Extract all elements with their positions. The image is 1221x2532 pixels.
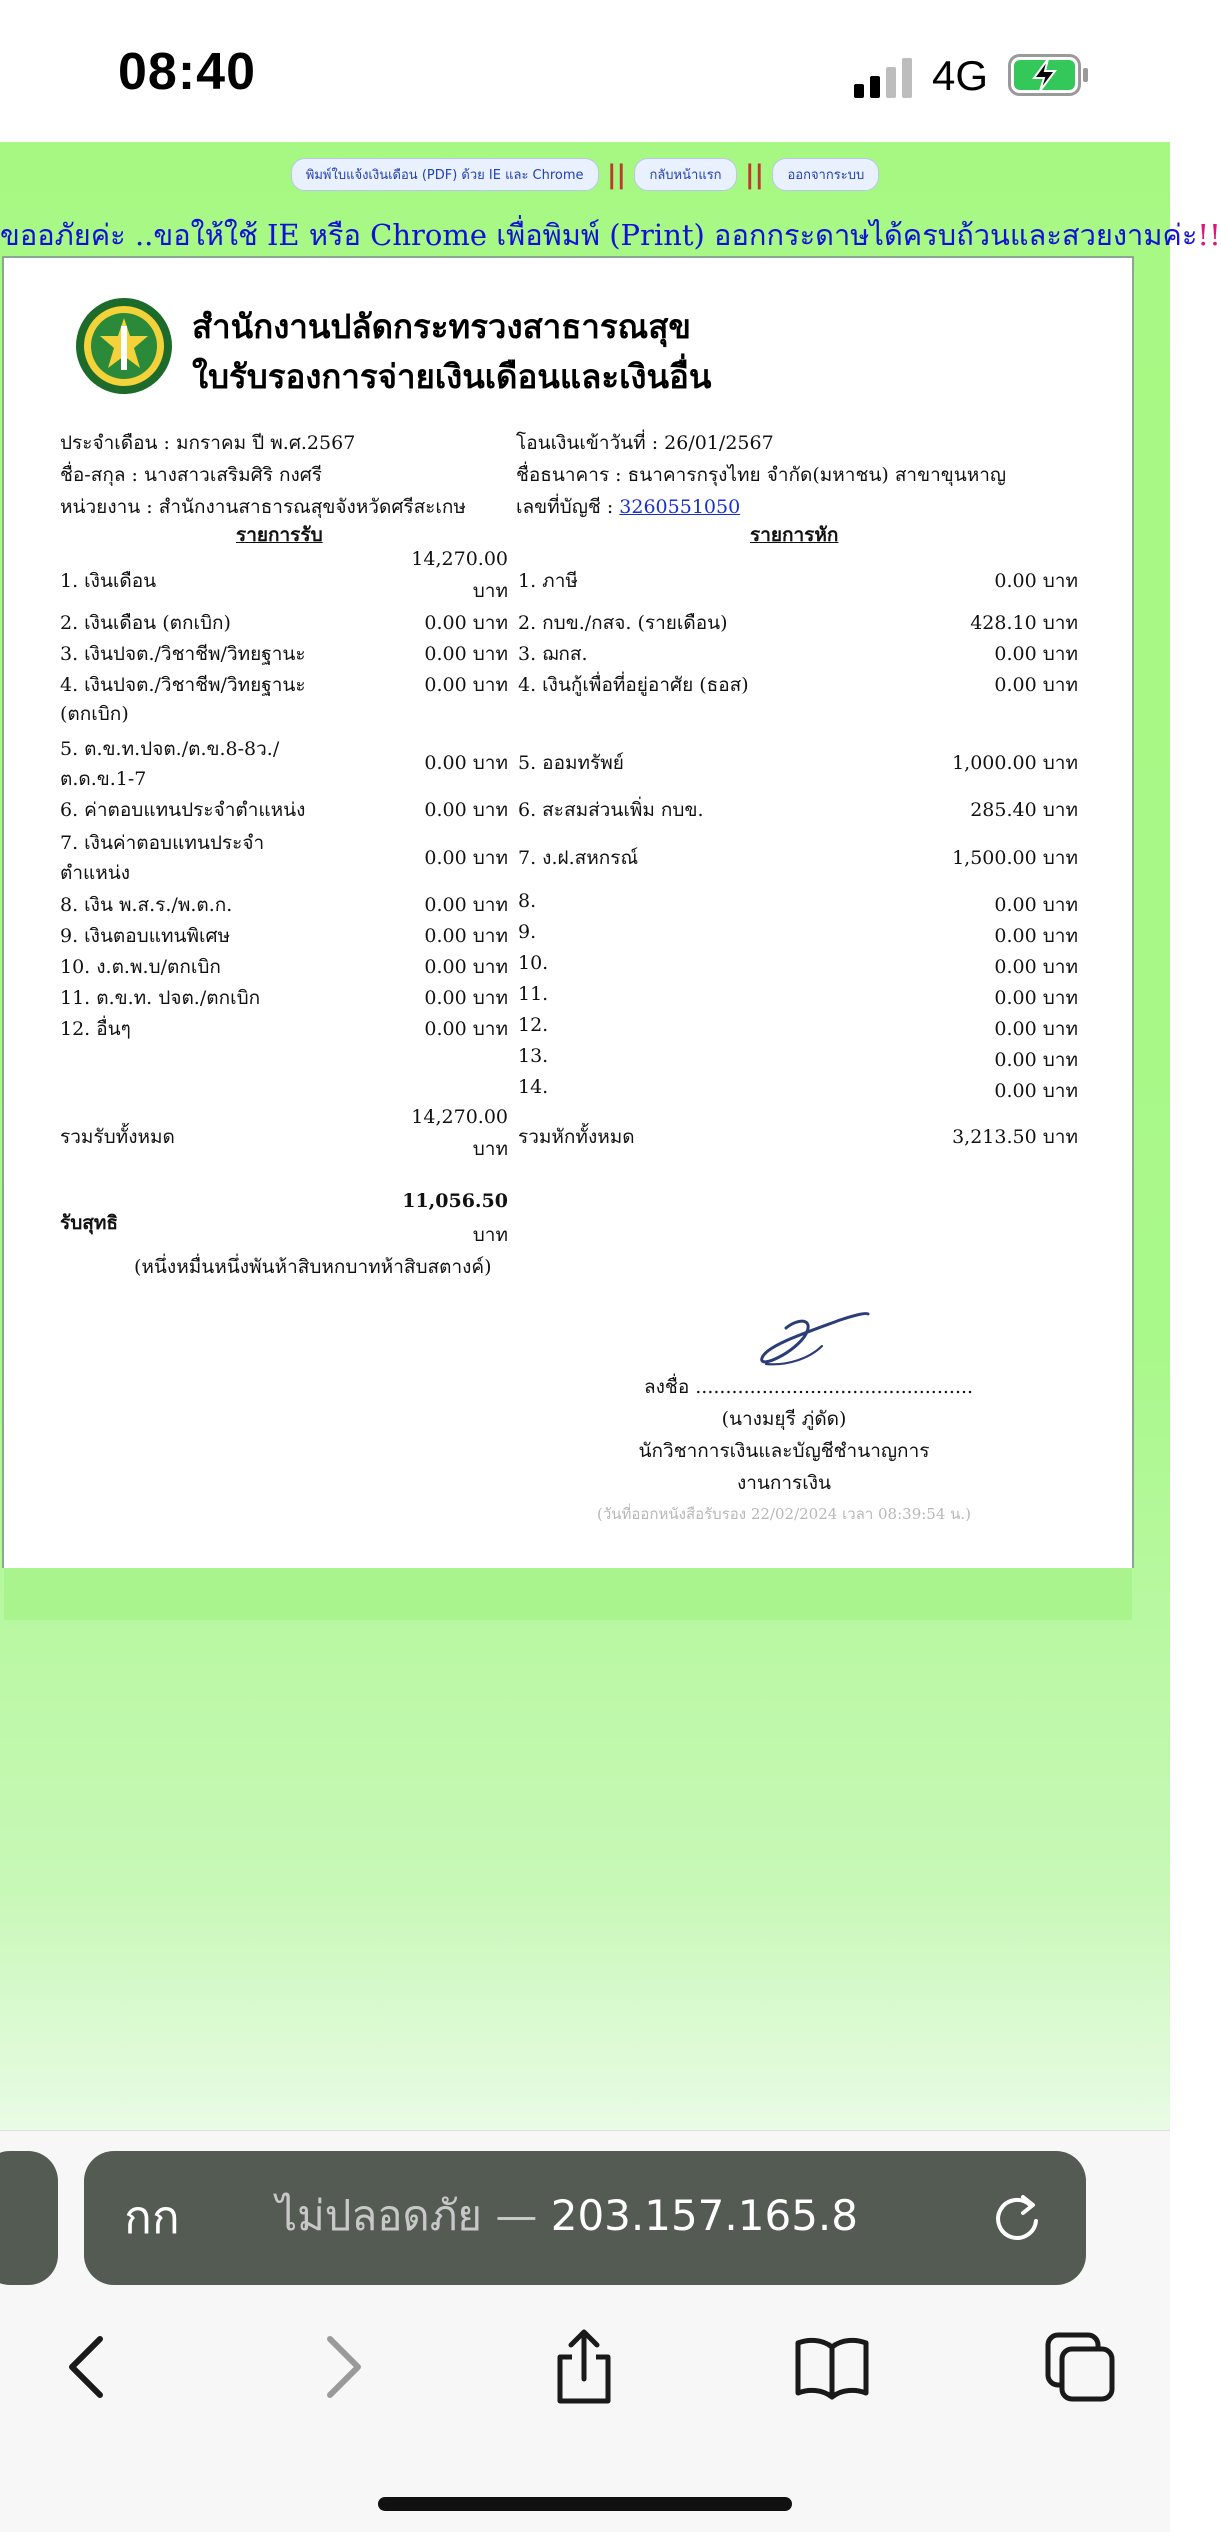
income-amount: 0.00 บาท bbox=[424, 956, 508, 978]
deduction-label: 4. เงินกู้เพื่อที่อยู่อาศัย (ธอส) bbox=[518, 674, 749, 696]
income-label: 12. อื่นๆ bbox=[60, 1018, 131, 1040]
income-label: 6. ค่าตอบแทนประจำตำแหน่ง bbox=[60, 799, 306, 821]
income-label: 3. เงินปจต./วิชาชีพ/วิทยฐานะ bbox=[60, 643, 306, 665]
home-indicator[interactable] bbox=[378, 2497, 792, 2511]
link-separator: || bbox=[745, 159, 764, 190]
income-label: 8. เงิน พ.ส.ร./พ.ต.ก. bbox=[60, 894, 233, 916]
income-label-cont: ตำแหน่ง bbox=[60, 862, 131, 884]
deduction-label: 8. bbox=[518, 890, 537, 912]
income-amount: 0.00 บาท bbox=[424, 643, 508, 665]
status-time: 08:40 bbox=[118, 43, 256, 101]
warning-text: ขออภัยค่ะ ..ขอให้ใช้ IE หรือ Chrome เพื่อพิมพ์ (Print) ออกกระดาษได้ครบถ้วนและสวยงามค่ะ bbox=[0, 218, 1198, 252]
deduction-label: 11. bbox=[518, 983, 549, 1005]
deduction-amount: 0.00 บาท bbox=[994, 894, 1078, 916]
deduction-label: 10. bbox=[518, 952, 549, 974]
income-label: 7. เงินค่าตอบแทนประจำ bbox=[60, 832, 265, 854]
deduction-label: 5. ออมทรัพย์ bbox=[518, 752, 624, 774]
deductions-header: รายการหัก bbox=[750, 524, 839, 546]
issued-note: (วันที่ออกหนังสือรับรอง 22/02/2024 เวลา 08:39:54 น.) bbox=[596, 1505, 972, 1523]
deduction-amount: 1,000.00 บาท bbox=[952, 752, 1078, 774]
income-unit: บาท bbox=[472, 580, 508, 602]
account-number-link[interactable]: 3260551050 bbox=[619, 496, 741, 518]
income-label: 5. ต.ข.ท.ปจต./ต.ข.8-8ว./ bbox=[60, 738, 280, 760]
income-label: 10. ง.ต.พ.บ/ตกเบิก bbox=[60, 956, 221, 978]
not-secure-label: ไม่ปลอดภัย — bbox=[276, 2191, 538, 2240]
deduction-label: 1. ภาษี bbox=[518, 570, 578, 592]
income-label: 1. เงินเดือน bbox=[60, 570, 157, 592]
document-title: ใบรับรองการจ่ายเงินเดือนและเงินอื่น bbox=[192, 357, 712, 396]
logout-link[interactable]: ออกจากระบบ bbox=[772, 158, 879, 191]
deduction-amount: 428.10 บาท bbox=[970, 612, 1078, 634]
total-income-unit: บาท bbox=[472, 1138, 508, 1160]
deduction-label: 12. bbox=[518, 1014, 549, 1036]
deduction-label: 2. กบข./กสจ. (รายเดือน) bbox=[518, 612, 728, 634]
deduction-amount: 0.00 บาท bbox=[994, 643, 1078, 665]
income-amount: 0.00 บาท bbox=[424, 799, 508, 821]
deduction-label: 13. bbox=[518, 1045, 549, 1067]
warning-suffix: !! bbox=[1197, 218, 1221, 252]
income-header: รายการรับ bbox=[236, 524, 323, 546]
income-label: 4. เงินปจต./วิชาชีพ/วิทยฐานะ bbox=[60, 674, 306, 696]
status-bar bbox=[0, 0, 1170, 142]
link-separator: || bbox=[607, 159, 627, 190]
income-amount: 0.00 บาท bbox=[424, 847, 508, 869]
total-income-amount: 14,270.00 bbox=[411, 1106, 508, 1128]
signer-name: (นางมยุรี ภู่ดัด) bbox=[721, 1408, 847, 1430]
net-amount-words: (หนึ่งหมื่นหนึ่งพันห้าสิบหกบาทห้าสิบสตางค์) bbox=[134, 1256, 492, 1278]
income-label: 11. ต.ข.ท. ปจต./ตกเบิก bbox=[60, 987, 261, 1009]
bank-name: ชื่อธนาคาร : ธนาคารกรุงไทย จำกัด(มหาชน) สาขาขุนหาญ bbox=[516, 464, 1007, 486]
account-row bbox=[516, 492, 740, 522]
top-links bbox=[0, 158, 1170, 190]
deduction-label: 7. ง.ฝ.สหกรณ์ bbox=[518, 847, 639, 869]
deduction-label: 6. สะสมส่วนเพิ่ม กบข. bbox=[518, 799, 704, 821]
deduction-amount: 0.00 บาท bbox=[994, 1018, 1078, 1040]
deduction-amount: 1,500.00 บาท bbox=[952, 847, 1078, 869]
address-text[interactable] bbox=[276, 2183, 858, 2249]
previous-tab-preview[interactable] bbox=[0, 2151, 58, 2285]
net-label: รับสุทธิ bbox=[60, 1212, 118, 1234]
forward-icon[interactable] bbox=[302, 2327, 382, 2407]
deduction-amount: 285.40 บาท bbox=[970, 799, 1078, 821]
total-income-label: รวมรับทั้งหมด bbox=[60, 1126, 175, 1148]
total-deduct-amount: 3,213.50 บาท bbox=[952, 1126, 1078, 1148]
web-content bbox=[0, 142, 1221, 2130]
salary-certificate bbox=[2, 256, 1134, 1568]
print-pdf-link[interactable]: พิมพ์ใบแจ้งเงินเดือน (PDF) ด้วย IE และ Chrome bbox=[291, 158, 599, 191]
back-icon[interactable] bbox=[48, 2327, 128, 2407]
deduction-amount: 0.00 บาท bbox=[994, 987, 1078, 1009]
income-amount: 0.00 บาท bbox=[424, 925, 508, 947]
battery-charging-icon bbox=[1008, 54, 1090, 96]
url-host: 203.157.165.8 bbox=[550, 2191, 858, 2240]
income-amount: 0.00 บาท bbox=[424, 1018, 508, 1040]
page-settings-button[interactable]: กก bbox=[124, 2190, 180, 2244]
certificate-sheet bbox=[4, 258, 1132, 1568]
deduction-amount: 0.00 บาท bbox=[994, 956, 1078, 978]
pay-month: ประจำเดือน : มกราคม ปี พ.ศ.2567 bbox=[60, 432, 356, 454]
deduction-amount: 0.00 บาท bbox=[994, 1049, 1078, 1071]
emblem-icon bbox=[74, 296, 174, 396]
income-amount: 14,270.00 bbox=[411, 548, 508, 570]
browser-warning bbox=[0, 212, 1221, 258]
employee-name: ชื่อ-สกุล : นางสาวเสริมศิริ กงศรี bbox=[60, 464, 322, 486]
deduction-amount: 0.00 บาท bbox=[994, 925, 1078, 947]
signal-icon bbox=[854, 58, 920, 98]
deduction-amount: 0.00 บาท bbox=[994, 674, 1078, 696]
account-label: เลขที่บัญชี : bbox=[516, 496, 614, 518]
deduction-label: 9. bbox=[518, 921, 537, 943]
income-label-cont: (ตกเบิก) bbox=[60, 703, 129, 725]
employee-unit: หน่วยงาน : สำนักงานสาธารณสุขจังหวัดศรีสะเกษ bbox=[60, 496, 466, 518]
sign-line: ลงชื่อ .............................................. bbox=[644, 1376, 974, 1398]
share-icon[interactable] bbox=[544, 2327, 624, 2407]
income-label-cont: ต.ด.ข.1-7 bbox=[60, 768, 147, 790]
certificate-footer bbox=[4, 1568, 1132, 1620]
net-unit: บาท bbox=[472, 1224, 508, 1246]
org-title: สำนักงานปลัดกระทรวงสาธารณสุข bbox=[192, 307, 691, 346]
bookmarks-icon[interactable] bbox=[792, 2327, 872, 2407]
income-label: 2. เงินเดือน (ตกเบิก) bbox=[60, 612, 231, 634]
total-deduct-label: รวมหักทั้งหมด bbox=[518, 1126, 635, 1148]
network-label: 4G bbox=[932, 52, 989, 99]
transfer-date: โอนเงินเข้าวันที่ : 26/01/2567 bbox=[516, 432, 774, 454]
home-link[interactable]: กลับหน้าแรก bbox=[634, 158, 736, 191]
deduction-label: 14. bbox=[518, 1076, 549, 1098]
income-amount: 0.00 บาท bbox=[424, 987, 508, 1009]
deduction-amount: 0.00 บาท bbox=[994, 1080, 1078, 1102]
income-amount: 0.00 บาท bbox=[424, 612, 508, 634]
net-amount: 11,056.50 bbox=[402, 1190, 508, 1212]
income-amount: 0.00 บาท bbox=[424, 894, 508, 916]
income-amount: 0.00 บาท bbox=[424, 752, 508, 774]
deduction-amount: 0.00 บาท bbox=[994, 570, 1078, 592]
income-amount: 0.00 บาท bbox=[424, 674, 508, 696]
signer-unit: งานการเงิน bbox=[736, 1472, 832, 1494]
browser-toolbar bbox=[0, 2130, 1170, 2532]
tabs-icon[interactable] bbox=[1040, 2327, 1120, 2407]
signer-position: นักวิชาการเงินและบัญชีชำนาญการ bbox=[638, 1440, 930, 1462]
reload-icon[interactable] bbox=[990, 2191, 1046, 2247]
income-label: 9. เงินตอบแทนพิเศษ bbox=[60, 925, 231, 947]
deduction-label: 3. ฌกส. bbox=[518, 643, 588, 665]
